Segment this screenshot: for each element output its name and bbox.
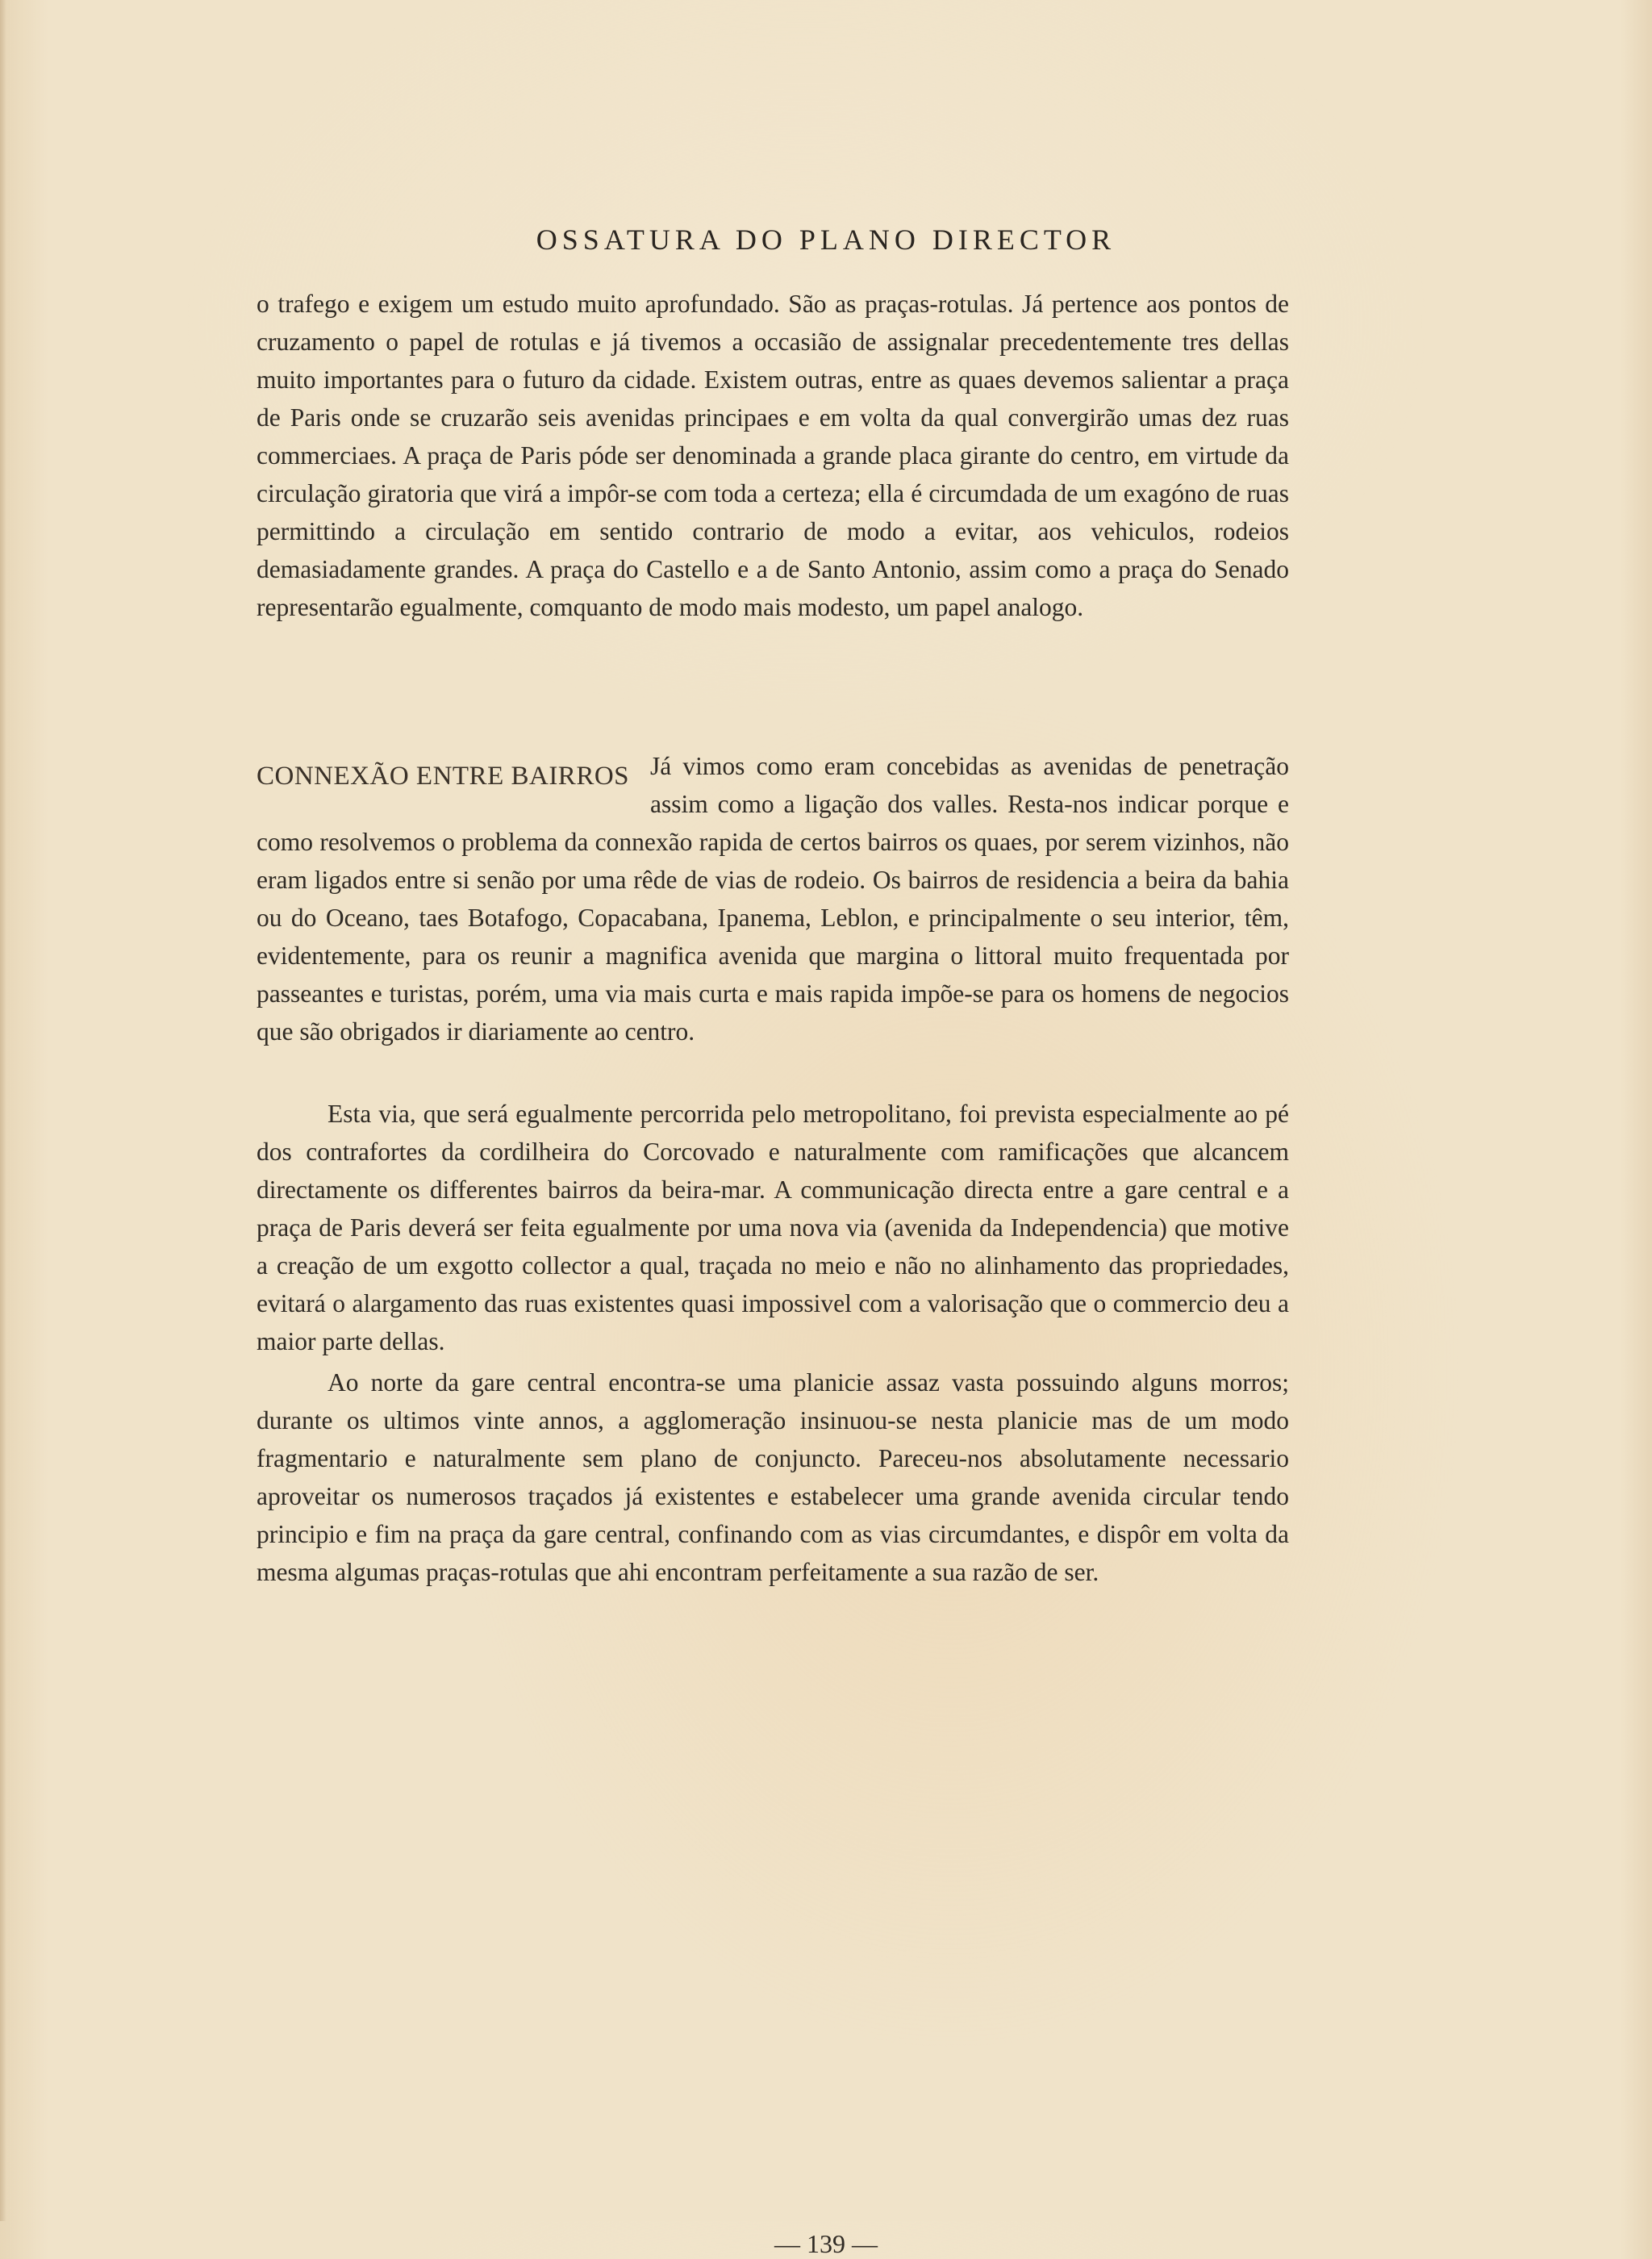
paragraph-metropolitano: Esta via, que será egualmente percorrida pelo metropolitano, foi prevista especialmente ao pé dos contrafortes da cordilheira do Corcovado e naturalmente com ramificações que alcancem directamente os differentes bairros da beira-mar. A communicação directa entre a gare central e a praça de Paris deverá ser feita egualmente por uma nova via (avenida da Independencia) que motive a creação de um exgotto collector a qual, traçada no meio e não no alinhamento das propriedades, evitará o alargamento das ruas existentes quasi impossivel com a valorisação que o commercio deu a maior parte dellas. xyxy=(257,1100,1289,1355)
section-connexao xyxy=(257,747,1289,1050)
paragraph-norte-gare: Ao norte da gare central encontra-se uma planicie assaz vasta possuindo alguns morros; durante os ultimos vinte annos, a agglomeração insinuou-se nesta planicie mas de um modo fragmentario e naturalmente sem plano de conjuncto. Pareceu-nos absolutamente necessario aproveitar os numerosos traçados já existentes e estabelecer uma grande avenida circular tendo principio e fim na praça da gare central, confinando com as vias circumdantes, e dispôr em volta da mesma algumas praças-rotulas que ahi encontram perfeitamente a sua razão de ser. xyxy=(257,1368,1289,1586)
page-number: — 139 — xyxy=(774,2229,878,2258)
paragraph-continuation: o trafego e exigem um estudo muito aprofundado. São as praças-rotulas. Já pertence aos pontos de cruzamento o papel de rotulas e já tivemos a occasião de assignalar precedentemente tres dellas muito importantes para o futuro da cidade. Existem outras, entre as quaes devemos salientar a praça de Paris onde se cruzarão seis avenidas principaes e em volta da qual convergirão umas dez ruas commerciaes. A praça de Paris póde ser denominada a grande placa girante do centro, em virtude da circulação giratoria que virá a impôr-se com toda a certeza; ella é circumdada de um exagóno de ruas permittindo a circulação em sentido contrario de modo a evitar, aos vehiculos, rodeios demasiadamente grandes. A praça do Castello e a de Santo Antonio, assim como a praça do Senado representarão egualmente, comquanto de modo mais modesto, um papel analogo. xyxy=(257,290,1289,621)
paragraph-section-opening: Já vimos como eram concebidas as avenidas de penetração assim como a ligação dos valles. Resta-nos indicar porque e como resolvemos o problema da connexão rapida de certos bairros os quaes, por serem vizinhos, não eram ligados entre si senão por uma rêde de vias de rodeio. Os bairros de residencia a beira da bahia ou do Oceano, taes Botafogo, Copacabana, Ipanema, Leblon, e principalmente o seu interior, têm, evidentemente, para os reunir a magnifica avenida que margina o littoral muito frequentada por passeantes e turistas, porém, uma via mais curta e mais rapida impõe-se para os homens de negocios que são obrigados ir diariamente ao centro. xyxy=(257,752,1289,1046)
page-edge-shadow xyxy=(0,0,6,2221)
running-head: OSSATURA DO PLANO DIRECTOR xyxy=(536,223,1116,256)
section-heading: CONNEXÃO ENTRE BAIRROS xyxy=(257,762,630,791)
